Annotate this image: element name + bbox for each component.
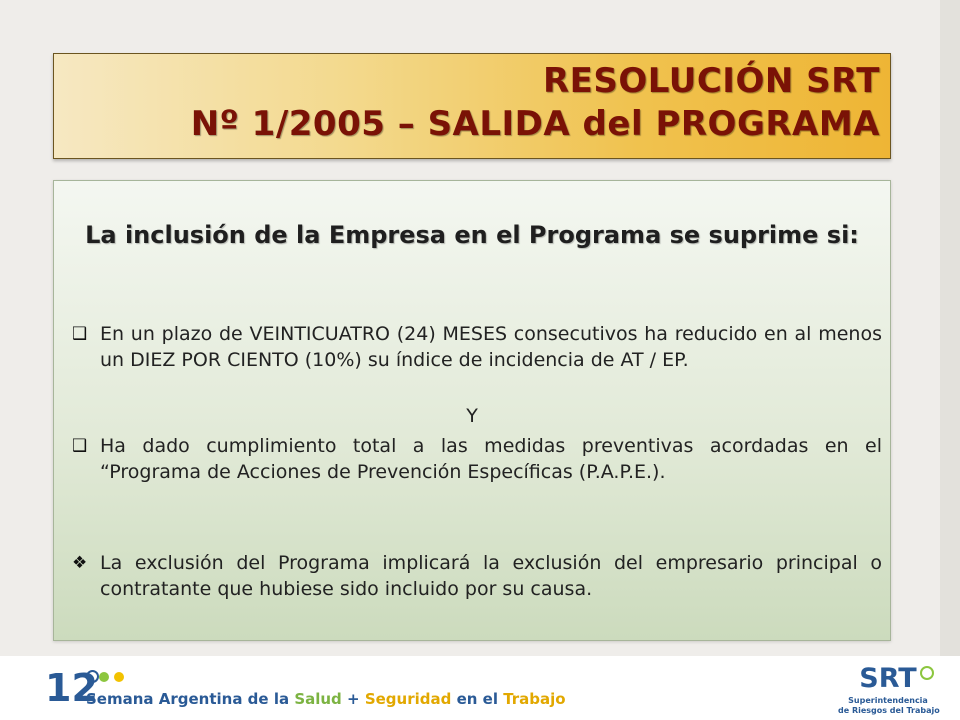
tagline-part: en el [451, 690, 504, 708]
list-item [72, 321, 882, 373]
event-tagline [86, 689, 566, 709]
srt-circle-icon [920, 666, 934, 680]
srt-logo-name: SRT [859, 663, 917, 694]
list-item-text: En un plazo de VEINTICUATRO (24) MESES consecutivos ha reducido en al menos un DIEZ POR CIENTO (10%) su índice de incidencia de AT / EP. [100, 323, 882, 371]
srt-logo-subtitle: de Riesgos del Trabajo [838, 706, 940, 715]
slide-title-line-2: Nº 1/2005 – SALIDA del PROGRAMA [190, 104, 880, 144]
slide-title-line-1: RESOLUCIÓN SRT [543, 61, 880, 101]
diamond-star-bullet-icon: ❖ [72, 553, 88, 573]
list-item [72, 550, 882, 602]
yellow-dot-icon [114, 672, 124, 682]
list-item [72, 433, 882, 485]
square-checkbox-bullet-icon: ❑ [72, 436, 88, 456]
degree-circle-icon [86, 670, 99, 683]
tagline-part: Semana Argentina de la [86, 690, 295, 708]
tagline-part: Seguridad [364, 690, 452, 708]
slide-edge-strip [940, 0, 960, 720]
green-dot-icon [99, 672, 109, 682]
content-panel [53, 180, 891, 641]
list-item-text: Ha dado cumplimiento total a las medidas preventivas acordadas en el “Programa de Acciones de Prevención Específicas (P.A.P.E.). [100, 435, 882, 483]
square-checkbox-bullet-icon: ❑ [72, 324, 88, 344]
tagline-part: + [341, 690, 365, 708]
title-banner [53, 53, 891, 159]
conjunction-text: Y [466, 405, 478, 427]
srt-logo-subtitle: Superintendencia [848, 696, 928, 705]
tagline-part: Salud [294, 690, 342, 708]
content-heading: La inclusión de la Empresa en el Programa se suprime si: [85, 221, 859, 249]
event-number: 12 [45, 666, 98, 710]
footer-bar [0, 656, 960, 720]
srt-logo [838, 664, 938, 718]
tagline-part: Trabajo [503, 690, 566, 708]
list-item-text: La exclusión del Programa implicará la exclusión del empresario principal o contratante que hubiese sido incluido por su causa. [100, 552, 882, 600]
